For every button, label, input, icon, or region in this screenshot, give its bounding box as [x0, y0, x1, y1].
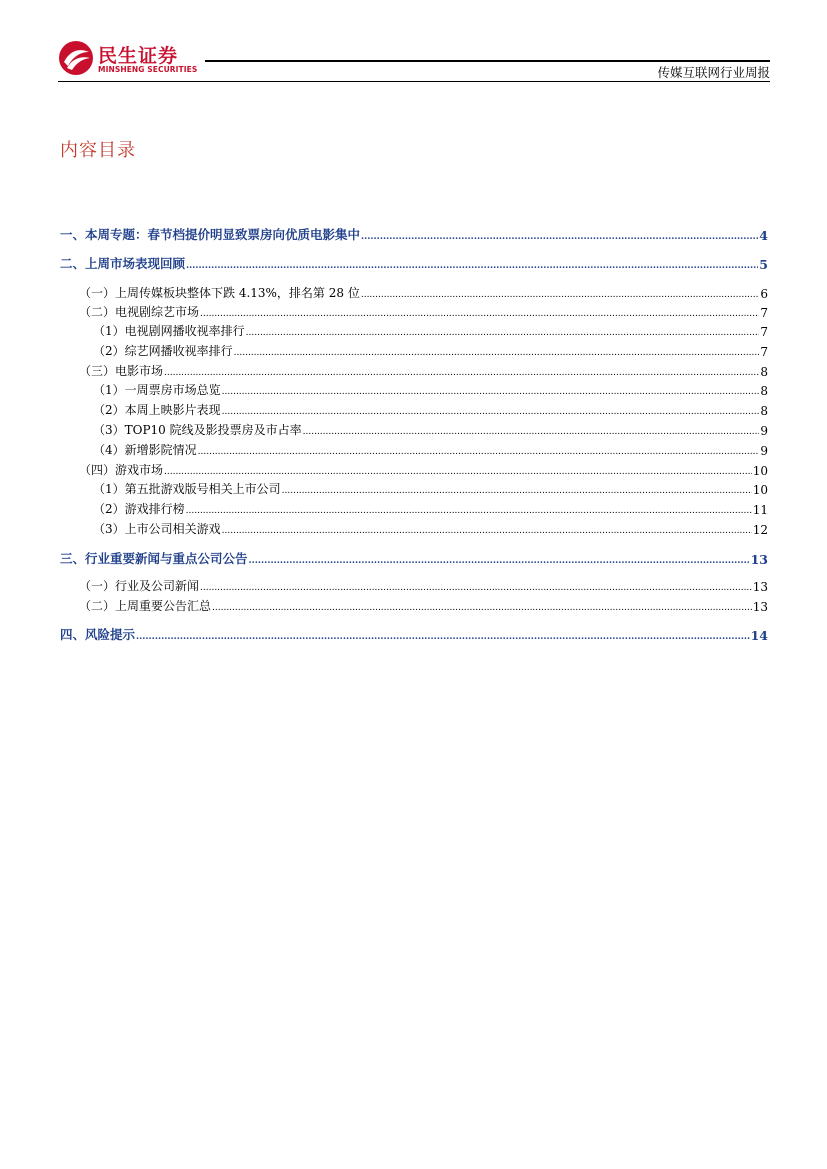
page-header: [0, 0, 827, 90]
minsheng-logo-icon: [58, 40, 94, 76]
toc-entry-page: 9: [760, 424, 768, 438]
toc-entry-page: 8: [760, 384, 768, 398]
toc-entry[interactable]: [60, 401, 768, 418]
logo-chinese-name: 民生证券: [98, 45, 179, 67]
toc-entry-label: （一）上周传媒板块整体下跌 4.13%，排名第 28 位: [79, 286, 360, 300]
toc-entry-label: （1）一周票房市场总览: [93, 383, 221, 397]
toc-entry[interactable]: [60, 500, 768, 517]
toc-entry-page: 13: [750, 552, 768, 567]
toc-entry[interactable]: [60, 421, 768, 438]
toc-entry-label: （2）本周上映影片表现: [93, 403, 221, 417]
toc-entry-page: 7: [760, 306, 768, 320]
toc-entry-page: 13: [752, 580, 768, 594]
toc-entry-label: （1）第五批游戏版号相关上市公司: [93, 482, 281, 496]
toc-entry-label: 四、风险提示: [60, 627, 136, 642]
toc-entry[interactable]: [60, 254, 768, 272]
toc-entry-label: （4）新增影院情况: [93, 443, 197, 457]
logo-english-name: MINSHENG SECURITIES: [98, 65, 198, 74]
toc-entry[interactable]: [60, 597, 768, 614]
toc-leader-dots: [212, 602, 752, 614]
header-rule-top: [205, 60, 770, 62]
toc-entry-label: （三）电影市场: [79, 364, 164, 378]
toc-entry-label: （二）电视剧综艺市场: [79, 305, 200, 319]
toc-entry-label: 二、上周市场表现回顾: [60, 256, 186, 271]
toc-entry-page: 10: [752, 464, 768, 478]
toc-entry[interactable]: [60, 381, 768, 398]
toc-entry[interactable]: [60, 480, 768, 497]
toc-entry-page: 10: [752, 483, 768, 497]
toc-leader-dots: [198, 446, 760, 458]
toc-entry-page: 9: [760, 444, 768, 458]
toc-entry[interactable]: [60, 549, 768, 567]
toc-entry-page: 14: [750, 628, 768, 643]
toc-entry-label: （二）上周重要公告汇总: [79, 599, 212, 613]
toc-leader-dots: [164, 466, 752, 478]
toc-entry-label: （2）综艺网播收视率排行: [93, 344, 233, 358]
toc-entry-page: 11: [752, 503, 768, 517]
toc-entry-label: （一）行业及公司新闻: [79, 579, 200, 593]
toc-entry[interactable]: [60, 322, 768, 339]
toc-entry-page: 7: [760, 345, 768, 359]
toc-entry-label: （1）电视剧网播收视率排行: [93, 324, 245, 338]
toc-entry[interactable]: [60, 461, 768, 478]
toc-title: 内容目录: [60, 140, 136, 161]
toc-entry-label: （2）游戏排行榜: [93, 502, 185, 516]
toc-leader-dots: [361, 289, 760, 301]
toc-entry-label: 三、行业重要新闻与重点公司公告: [60, 551, 248, 566]
toc-entry-page: 4: [759, 228, 768, 243]
toc-leader-dots: [282, 485, 752, 497]
toc-leader-dots: [222, 386, 760, 398]
toc-entry[interactable]: [60, 303, 768, 320]
toc-entry[interactable]: [60, 342, 768, 359]
toc-entry-label: （四）游戏市场: [79, 463, 164, 477]
toc-leader-dots: [361, 231, 758, 243]
toc-entry-page: 8: [760, 365, 768, 379]
report-type: 传媒互联网行业周报: [657, 65, 770, 80]
toc-leader-dots: [234, 347, 760, 359]
toc-entry-page: 12: [752, 523, 768, 537]
toc-leader-dots: [303, 426, 760, 438]
toc-entry[interactable]: [60, 520, 768, 537]
toc-entry-page: 6: [760, 287, 768, 301]
toc-entry-page: 8: [760, 404, 768, 418]
toc-leader-dots: [186, 505, 752, 517]
toc-leader-dots: [249, 555, 750, 567]
toc-entry[interactable]: [60, 225, 768, 243]
toc-entry[interactable]: [60, 441, 768, 458]
toc-leader-dots: [164, 367, 759, 379]
toc-leader-dots: [200, 308, 759, 320]
toc-entry-page: 5: [759, 257, 768, 272]
toc-entry-label: 一、本周专题：春节档提价明显致票房向优质电影集中: [60, 227, 361, 242]
toc-leader-dots: [136, 631, 750, 643]
toc-entry-label: （3）TOP10 院线及影投票房及市占率: [93, 423, 302, 437]
header-rule-bottom: [58, 81, 770, 82]
toc-leader-dots: [246, 327, 760, 339]
toc-entry[interactable]: [60, 625, 768, 643]
toc-entry-label: （3）上市公司相关游戏: [93, 522, 221, 536]
toc-leader-dots: [222, 406, 760, 418]
toc-entry[interactable]: [60, 362, 768, 379]
minsheng-logo: [58, 40, 218, 80]
toc-entry[interactable]: [60, 577, 768, 594]
toc-entry[interactable]: [60, 284, 768, 301]
toc-leader-dots: [200, 582, 752, 594]
toc-leader-dots: [222, 525, 752, 537]
toc-entry-page: 7: [760, 325, 768, 339]
toc-leader-dots: [186, 260, 758, 272]
toc-entry-page: 13: [752, 600, 768, 614]
